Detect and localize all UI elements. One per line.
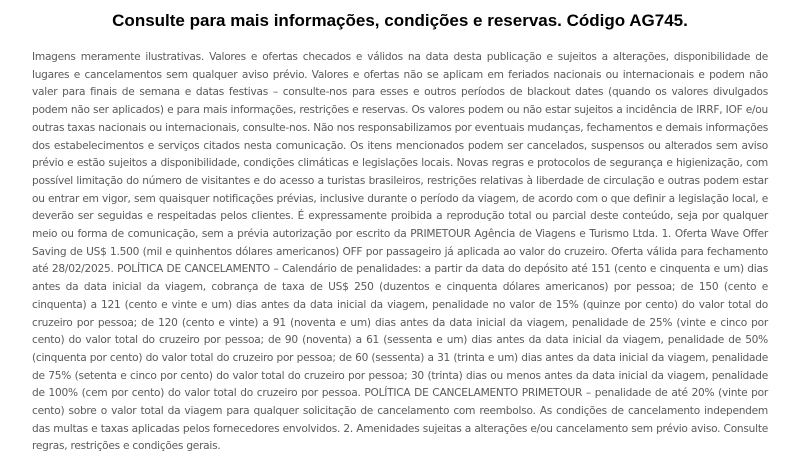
page-title: Consulte para mais informações, condições e reservas. Código AG745. [112, 11, 688, 30]
disclaimer-text: Imagens meramente ilustrativas. Valores e ofertas checados e válidos na data desta publicação e sujeitos a alterações, disponibilidade de lugares e cancelamentos sem qualquer aviso prévio. Valores e ofertas não se aplicam em feriados nacionais ou internacionais e podem não valer para finais de semana e datas festivas – consulte-nos para esses e outros períodos de blackout dates (quando os valores divulgados podem não ser aplicados) e para mais informações, restrições e reservas. Os valores podem ou não estar sujeitos a incidência de IRRF, IOF e/ou outras taxas nacionais ou internacionais, consulte-nos. Não nos responsabilizamos por eventuais mudanças, fechamentos e demais informações dos estabelecimentos e serviços citados nesta comunicação. Os itens mencionados podem ser cancelados, suspensos ou alterados sem aviso prévio e estão sujeitos a disponibilidade, condições climáticas e legislações locais. Novas regras e protocolos de segurança e higienização, com possível limitação do número de visitantes e do acesso a turistas brasileiros, restrições relativas à liberdade de circulação e outras podem estar ou entrar em vigor, sem quaisquer notificações prévias, inclusive durante o período da viagem, de acordo com o que definir a legislação local, e deverão ser seguidas e respeitadas pelos clientes. É expressamente proibida a reprodução total ou parcial deste conteúdo, seja por qualquer meio ou forma de comunicação, sem a prévia autorização por escrito da PRIMETOUR Agência de Viagens e Turismo Ltda. 1. Oferta Wave Offer Saving de US$ 1.500 (mil e quinhentos dólares americanos) OFF por passageiro já aplicada ao valor do cruzeiro. Oferta válida para fechamento até 28/02/2025. POLÍTICA DE CANCELAMENTO – Calendário de penalidades: a partir da data do depósito até 151 (cento e cinquenta e um) dias antes da data inicial da viagem, cobrança de taxa de US$ 250 (duzentos e cinquenta dólares americanos) por pessoa; de 150 (cento e cinquenta) a 121 (cento e vinte e um) dias antes da data inicial da viagem, penalidade no valor de 15% (quinze por cento) do valor total do cruzeiro por pessoa; de 120 (cento e vinte) a 91 (noventa e um) dias antes da data inicial da viagem, penalidade de 25% (vinte e cinco por cento) do valor total do cruzeiro por pessoa; de 90 (noventa) a 61 (sessenta e um) dias antes da data inicial da viagem, penalidade de 50% (cinquenta por cento) do valor total do cruzeiro por pessoa; de 60 (sessenta) a 31 (trinta e um) dias antes da data inicial da viagem, penalidade de 75% (setenta e cinco por cento) do valor total do cruzeiro por pessoa; 30 (trinta) dias ou menos antes da data inicial da viagem, penalidade de 100% (cem por cento) do valor total do cruzeiro por pessoa. POLÍTICA DE CANCELAMENTO PRIMETOUR – penalidade de até 20% (vinte por cento) sobre o valor total da viagem para qualquer solicitação de cancelamento com reembolso. As condições de cancelamento independem das multas e taxas aplicadas pelos fornecedores envolvidos. 2. Amenidades sujeitas a alterações e/ou cancelamento sem prévio aviso. Consulte regras, restrições e condições gerais. [32, 51, 768, 453]
